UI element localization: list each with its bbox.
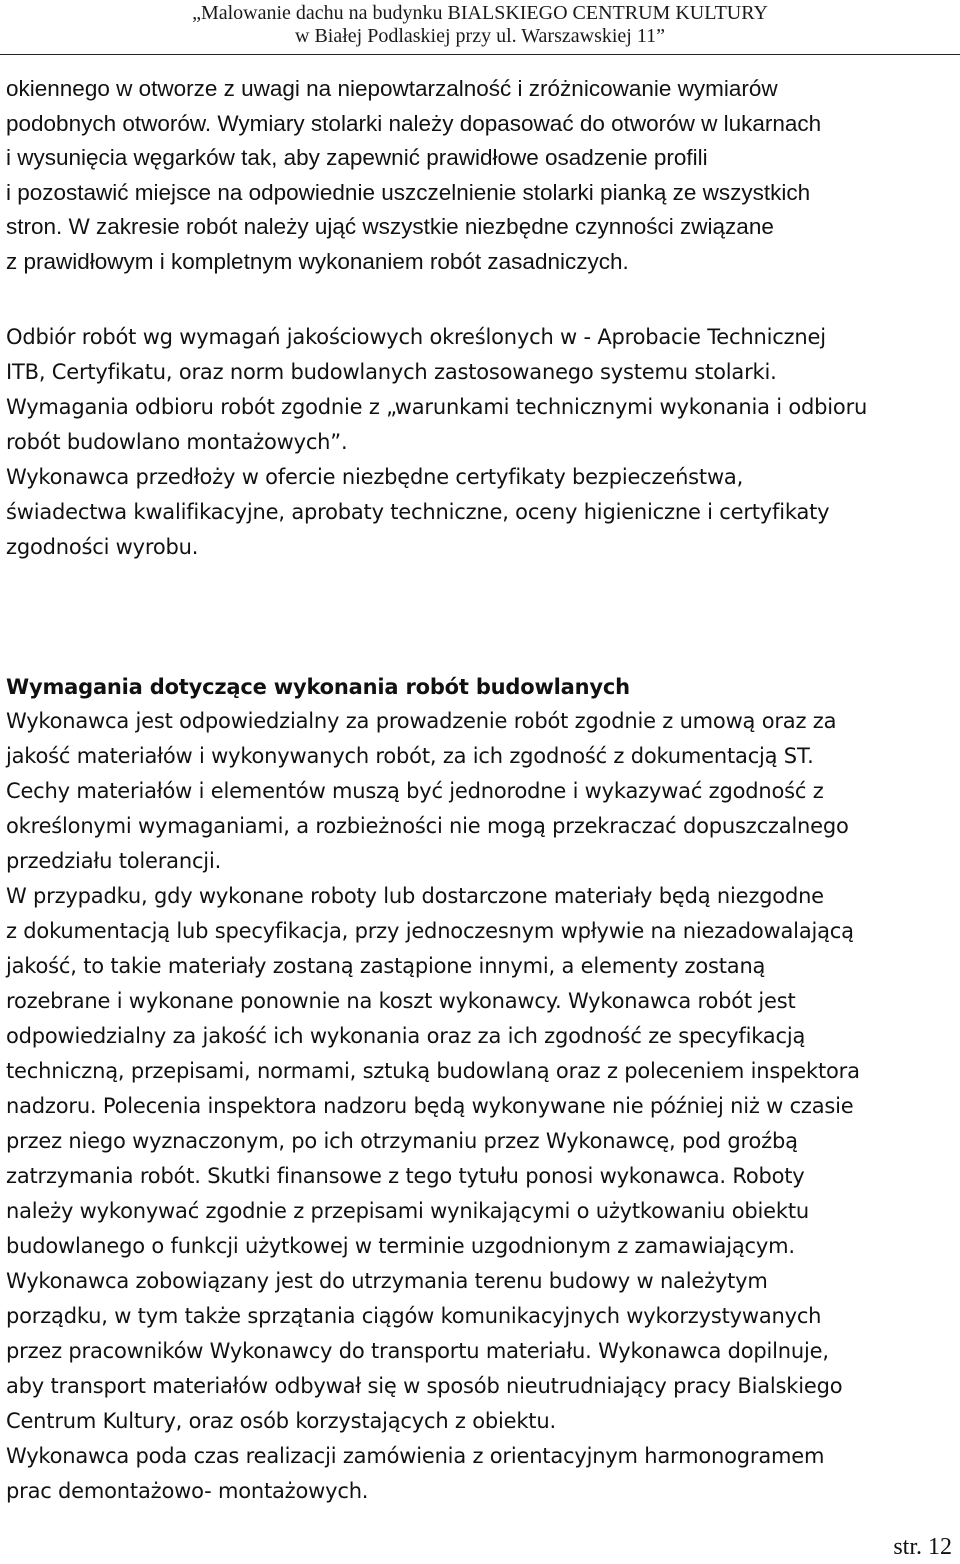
text-line: porządku, w tym także sprzątania ciągów komunikacyjnych wykorzystywanych bbox=[6, 1304, 822, 1328]
header-title-line-1: „Malowanie dachu na budynku BIALSKIEGO CENTRUM KULTURY bbox=[192, 2, 768, 24]
header-divider bbox=[0, 54, 960, 55]
page-number: str. 12 bbox=[893, 1534, 952, 1560]
text-line: ITB, Certyfikatu, oraz norm budowlanych zastosowanego systemu stolarki. bbox=[6, 360, 777, 384]
text-line: odpowiedzialny za jakość ich wykonania oraz za ich zgodność ze specyfikacją bbox=[6, 1024, 806, 1048]
text-line: Wykonawca zobowiązany jest do utrzymania terenu budowy w należytym bbox=[6, 1269, 768, 1293]
text-line: okiennego w otworze z uwagi na niepowtarzalność i zróżnicowanie wymiarów bbox=[6, 76, 778, 101]
text-line: Wykonawca poda czas realizacji zamówienia z orientacyjnym harmonogramem bbox=[6, 1444, 825, 1468]
text-line: Wykonawca przedłoży w ofercie niezbędne certyfikaty bezpieczeństwa, bbox=[6, 465, 744, 489]
text-line: techniczną, przepisami, normami, sztuką budowlaną oraz z poleceniem inspektora bbox=[6, 1059, 860, 1083]
header-title-line-2: w Białej Podlaskiej przy ul. Warszawskiej 11” bbox=[295, 25, 665, 47]
text-line: W przypadku, gdy wykonane roboty lub dostarczone materiały będą niezgodne bbox=[6, 884, 824, 908]
text-line: z dokumentacją lub specyfikacja, przy jednoczesnym wpływie na niezadowalającą bbox=[6, 919, 854, 943]
text-line: określonymi wymaganiami, a rozbieżności nie mogą przekraczać dopuszczalnego bbox=[6, 814, 849, 838]
text-line: nadzoru. Polecenia inspektora nadzoru będą wykonywane nie później niż w czasie bbox=[6, 1094, 854, 1118]
text-line: aby transport materiałów odbywał się w sposób nieutrudniający pracy Bialskiego bbox=[6, 1374, 843, 1398]
text-line: Centrum Kultury, oraz osób korzystających z obiektu. bbox=[6, 1409, 556, 1433]
text-line: podobnych otworów. Wymiary stolarki należy dopasować do otworów w lukarnach bbox=[6, 110, 822, 136]
paragraph-acceptance bbox=[6, 320, 956, 565]
text-line: z prawidłowym i kompletnym wykonaniem robót zasadniczych. bbox=[6, 248, 629, 274]
text-line: świadectwa kwalifikacyjne, aprobaty techniczne, oceny higieniczne i certyfikaty bbox=[6, 500, 830, 524]
text-line: prac demontażowo- montażowych. bbox=[6, 1479, 369, 1503]
text-line: przez pracowników Wykonawcy do transportu materiału. Wykonawca dopilnuje, bbox=[6, 1339, 829, 1363]
paragraph-execution-requirements bbox=[6, 704, 956, 1509]
text-line: zgodności wyrobu. bbox=[6, 535, 199, 559]
text-line: Odbiór robót wg wymagań jakościowych określonych w - Aprobacie Technicznej bbox=[6, 325, 826, 349]
text-line: jakość, to takie materiały zostaną zastąpione innymi, a elementy zostaną bbox=[6, 954, 766, 978]
text-line: Wymagania odbioru robót zgodnie z „warunkami technicznymi wykonania i odbioru bbox=[6, 395, 868, 419]
text-line: jakość materiałów i wykonywanych robót, za ich zgodność z dokumentacją ST. bbox=[6, 744, 814, 768]
text-line: zatrzymania robót. Skutki finansowe z tego tytułu ponosi wykonawca. Roboty bbox=[6, 1164, 805, 1188]
text-line: należy wykonywać zgodnie z przepisami wynikającymi o użytkowaniu obiektu bbox=[6, 1199, 809, 1223]
section-heading: Wymagania dotyczące wykonania robót budowlanych bbox=[6, 675, 630, 699]
paragraph-window-joinery bbox=[6, 72, 956, 279]
text-line: rozebrane i wykonane ponownie na koszt wykonawcy. Wykonawca robót jest bbox=[6, 989, 796, 1013]
text-line: i wysunięcia węgarków tak, aby zapewnić prawidłowe osadzenie profili bbox=[6, 145, 708, 170]
text-line: budowlanego o funkcji użytkowej w terminie uzgodnionym z zamawiającym. bbox=[6, 1234, 795, 1258]
text-line: stron. W zakresie robót należy ująć wszystkie niezbędne czynności związane bbox=[6, 214, 774, 239]
text-line: Cechy materiałów i elementów muszą być jednorodne i wykazywać zgodność z bbox=[6, 779, 824, 803]
text-line: przez niego wyznaczonym, po ich otrzymaniu przez Wykonawcę, pod groźbą bbox=[6, 1129, 798, 1153]
text-line: robót budowlano montażowych”. bbox=[6, 430, 348, 454]
text-line: i pozostawić miejsce na odpowiednie uszczelnienie stolarki pianką ze wszystkich bbox=[6, 179, 811, 205]
text-line: Wykonawca jest odpowiedzialny za prowadzenie robót zgodnie z umową oraz za bbox=[6, 709, 837, 733]
text-line: przedziału tolerancji. bbox=[6, 849, 222, 873]
